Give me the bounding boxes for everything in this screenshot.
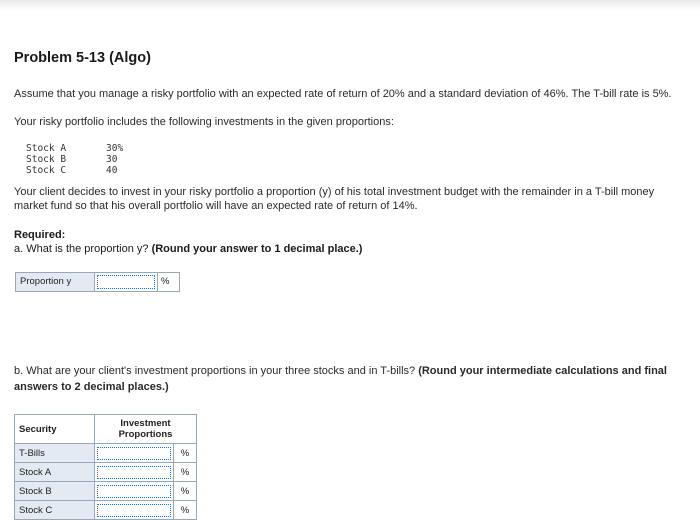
security-cell: T-Bills [15,444,95,463]
required-heading: Required: [14,229,66,241]
proportion-cell [95,501,174,520]
intro-text: Assume that you manage a risky portfolio with an expected rate of return of 20% and a standard deviation of 46%. The T-bill rate is 5%. [14,88,672,100]
header-investment-proportions: Investment Proportions [95,415,197,444]
part-a-instruction: (Round your answer to 1 decimal place.) [151,243,363,255]
percent-unit: % [157,273,169,291]
holdings-list [26,143,123,176]
holding-row [26,154,123,165]
table-row [15,444,197,463]
holding-row [26,165,123,176]
table-row [15,482,197,501]
percent-unit: % [174,463,197,482]
proportion-y-input[interactable] [97,275,155,289]
table-header-row [15,415,197,444]
holding-value: 30 [106,154,118,165]
part-b-prefix: b. What are your client's investment proportions in your three stocks and in T-bills? [14,365,416,377]
holding-name: Stock A [26,143,67,154]
part-b-instruction-2: answers to 2 decimal places.) [14,381,169,393]
stock-a-proportion-input[interactable] [97,466,171,479]
part-a-question [14,242,362,256]
security-cell: Stock B [15,482,95,501]
table-row [15,463,197,482]
holding-value: 30% [106,143,124,154]
holding-row [26,143,123,154]
client-text-line1: Your client decides to invest in your risky portfolio a proportion (y) of his total investment budget with the remainder in a T-bill money [14,186,655,198]
investment-proportions-table [14,414,197,520]
client-text-line2: market fund so that his overall portfolio will have an expected rate of return of 14%. [14,200,418,212]
holdings-intro: Your risky portfolio includes the following investments in the given proportions: [14,116,394,128]
part-a-prefix: a. What is the proportion y? [14,243,149,255]
proportion-y-answer [15,272,180,292]
security-cell: Stock A [15,463,95,482]
percent-unit: % [174,501,197,520]
percent-unit: % [174,482,197,501]
proportion-y-label: Proportion y [16,273,95,291]
required-section [14,228,362,256]
header-security: Security [15,415,95,444]
proportion-cell [95,444,174,463]
proportion-cell [95,482,174,501]
percent-unit: % [174,444,197,463]
holding-name: Stock C [26,165,67,176]
tbills-proportion-input[interactable] [97,447,171,460]
part-b-instruction-1: (Round your intermediate calculations and final [418,365,667,377]
problem-title: Problem 5-13 (Algo) [14,50,151,66]
proportion-cell [95,463,174,482]
security-cell: Stock C [15,501,95,520]
holding-name: Stock B [26,154,67,165]
holding-value: 40 [106,165,118,176]
stock-b-proportion-input[interactable] [97,485,171,498]
top-band [0,0,700,10]
part-b-question-line1 [14,364,667,379]
table-row [15,501,197,520]
